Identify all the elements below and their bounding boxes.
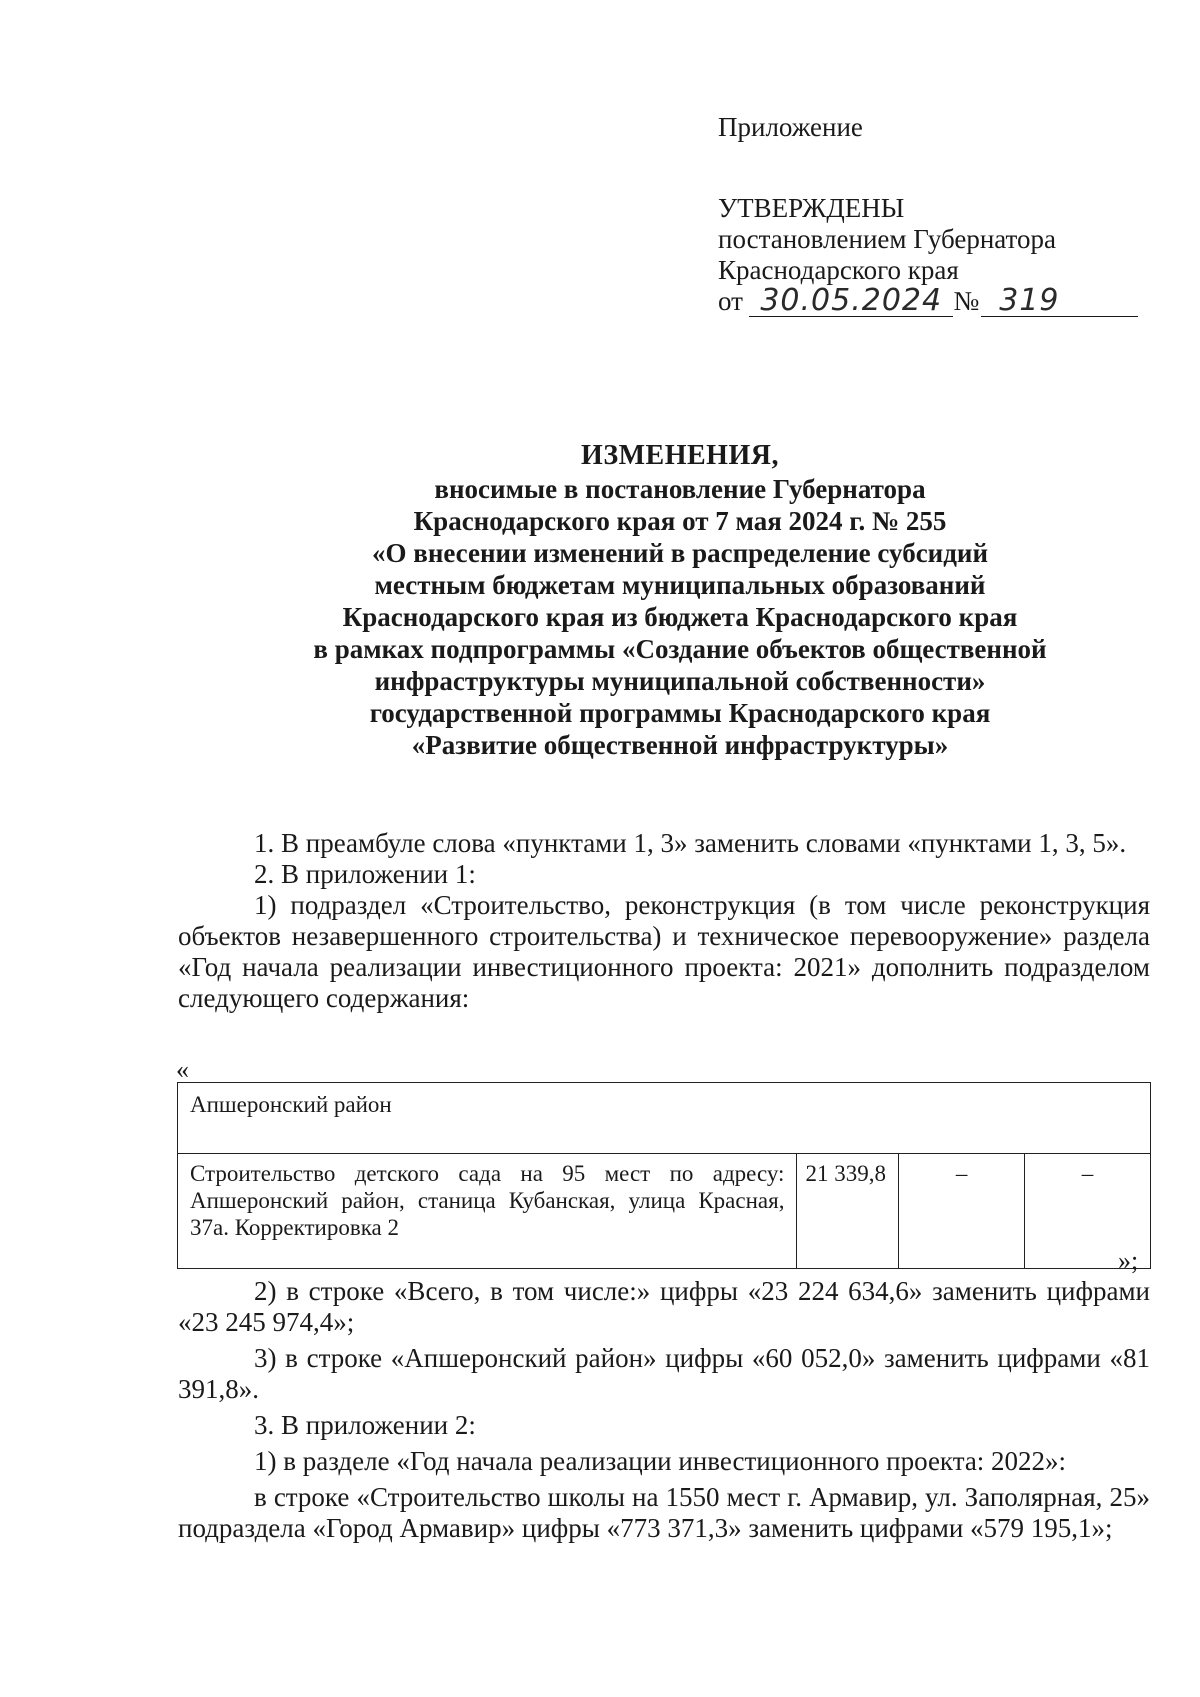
paragraph-4: 2) в строке «Всего, в том числе:» цифры «23 224 634,6» заменить цифрами «23 245 974,4»; <box>178 1276 1150 1337</box>
title-line: Краснодарского края из бюджета Краснодарского края <box>342 602 1018 632</box>
title-line: инфраструктуры муниципальной собственности» <box>374 666 986 696</box>
title-line: Краснодарского края от 7 мая 2024 г. № 255 <box>413 506 947 536</box>
approved-label: УТВЕРЖДЕНЫ <box>718 193 905 223</box>
table-row-region <box>178 1083 1151 1154</box>
title-line: местным бюджетам муниципальных образований <box>374 570 986 600</box>
subsection-table <box>177 1082 1151 1269</box>
region-cell: Апшеронский район <box>178 1083 1151 1154</box>
paragraph-3: 1) подраздел «Строительство, реконструкция (в том числе реконструкция объектов незавершенного строительства) и техническое перевооружение» раздела «Год начала реализации инвестиционного проекта: 2021» дополнить подразделом следующего содержания: <box>178 890 1150 1013</box>
title-line: государственной программы Краснодарского края <box>369 698 991 728</box>
approval-block <box>718 112 1138 317</box>
paragraph-1: 1. В преамбуле слова «пунктами 1, 3» заменить словами «пунктами 1, 3, 5». <box>254 828 1127 858</box>
spacer <box>718 143 1138 193</box>
date-number-line <box>718 283 1138 318</box>
handwritten-date: 30.05.2024 <box>749 286 954 317</box>
approved-by-line-2: Краснодарского края <box>718 255 959 285</box>
body-text <box>178 828 1150 1014</box>
number-label: № <box>953 286 980 316</box>
document-title <box>180 440 1180 761</box>
title-line: в рамках подпрограммы «Создание объектов общественной <box>313 634 1047 664</box>
title-heading: ИЗМЕНЕНИЯ, <box>581 440 779 471</box>
paragraph-2: 2. В приложении 1: <box>254 859 476 889</box>
title-line: «О внесении изменений в распределение субсидий <box>371 538 989 568</box>
from-label: от <box>718 286 743 316</box>
handwritten-number: 319 <box>981 286 1138 317</box>
title-line: вносимые в постановление Губернатора <box>434 474 926 504</box>
appendix-label: Приложение <box>718 112 863 142</box>
table-close-quote: »; <box>1118 1246 1139 1275</box>
amount-cell: 21 339,8 <box>797 1154 899 1269</box>
paragraph-8: в строке «Строительство школы на 1550 мест г. Армавир, ул. Заполярная, 25» подраздела «Город Армавир» цифры «773 371,3» заменить цифрами «579 195,1»; <box>178 1482 1150 1543</box>
paragraph-5: 3) в строке «Апшеронский район» цифры «60 052,0» заменить цифрами «81 391,8». <box>178 1343 1150 1404</box>
project-description-cell: Строительство детского сада на 95 мест по адресу: Апшеронский район, станица Кубанская, улица Красная, 37а. Корректировка 2 <box>178 1154 797 1269</box>
paragraph-7: 1) в разделе «Год начала реализации инвестиционного проекта: 2022»: <box>254 1446 1067 1476</box>
approved-by-line-1: постановлением Губернатора <box>718 224 1056 254</box>
table-open-quote: « <box>176 1055 189 1084</box>
title-line: «Развитие общественной инфраструктуры» <box>411 730 949 760</box>
dash-cell: – <box>899 1154 1025 1269</box>
body-text-continued <box>178 1276 1150 1549</box>
dash-cell: – <box>1025 1154 1151 1269</box>
paragraph-6: 3. В приложении 2: <box>254 1410 476 1440</box>
table-row <box>178 1154 1151 1269</box>
